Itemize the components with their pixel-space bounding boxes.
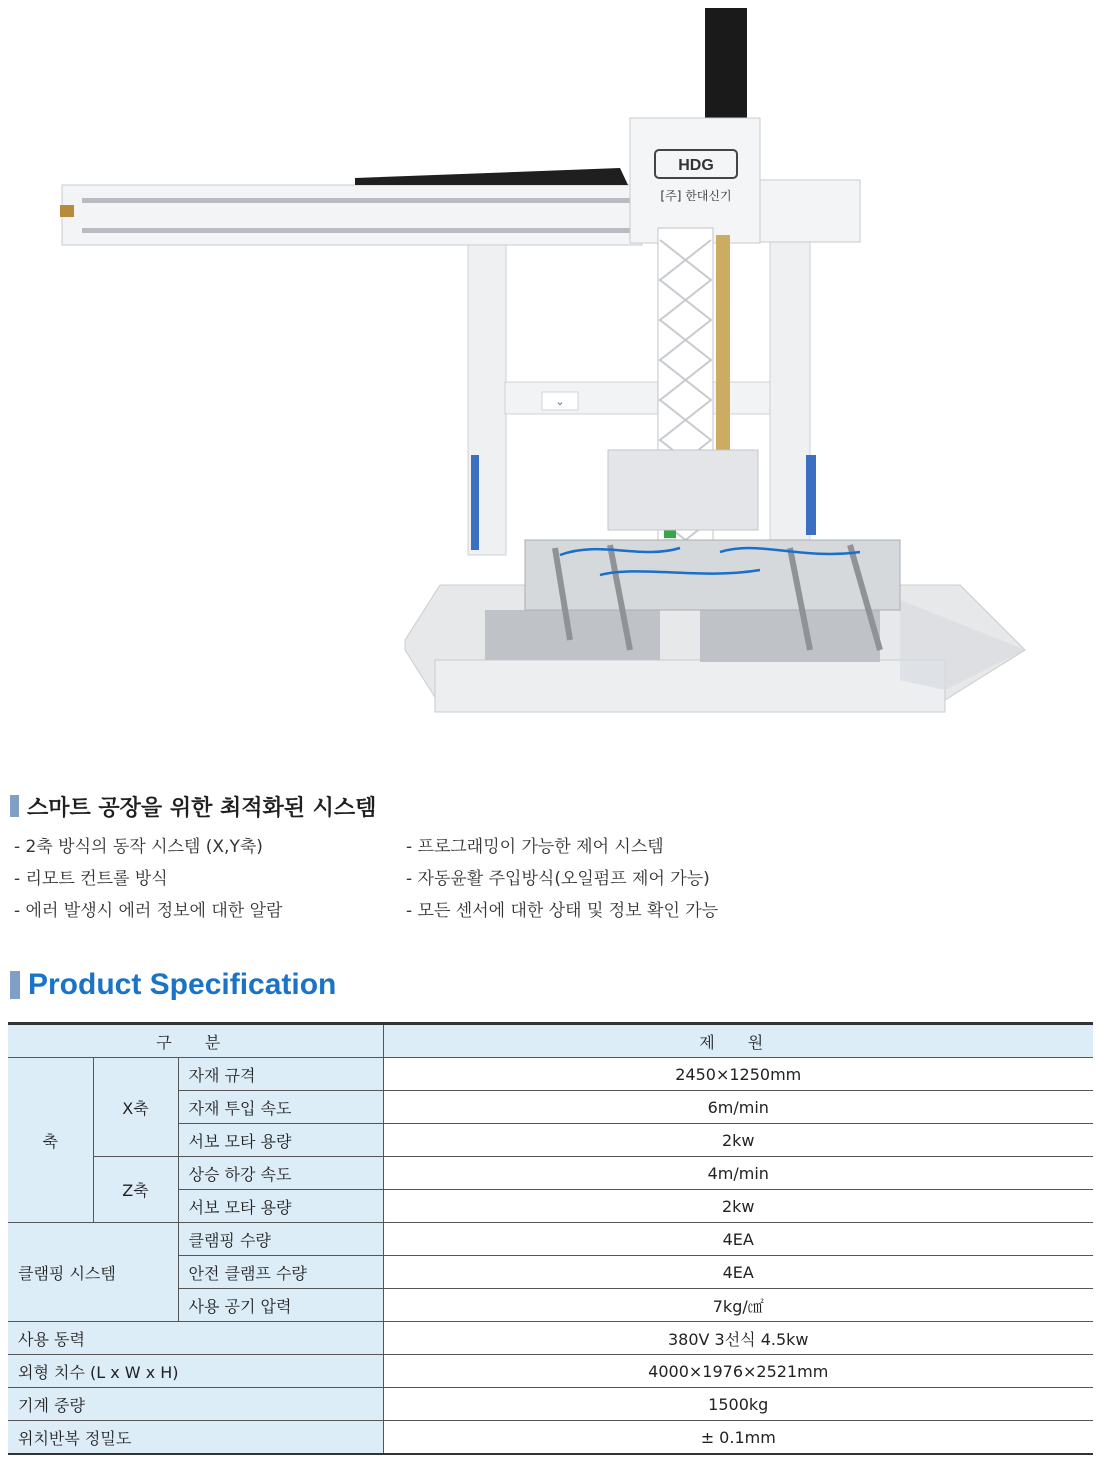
feature-item: - 에러 발생시 에러 정보에 대한 알람 <box>14 901 283 921</box>
row-value: 2kw <box>383 1124 1093 1157</box>
x-axis-beam <box>62 185 642 245</box>
x-rail-top <box>82 198 642 203</box>
machine-base-front <box>435 660 945 712</box>
row-value: 1500kg <box>383 1388 1093 1421</box>
features-section <box>10 790 1090 928</box>
hdg-logo: HDG <box>678 157 714 174</box>
section-bar-icon <box>10 795 19 817</box>
row-value: 4EA <box>383 1256 1093 1289</box>
table-row <box>8 1421 1093 1455</box>
table-header-row <box>8 1024 1093 1058</box>
feature-item: - 2축 방식의 동작 시스템 (X,Y축) <box>14 837 263 857</box>
carriage-head <box>630 118 760 243</box>
clamp-group-label: 클램핑 시스템 <box>8 1223 178 1322</box>
feature-item: - 자동윤활 주입방식(오일펌프 제어 가능) <box>406 869 710 889</box>
feature-item: - 모든 센서에 대한 상태 및 정보 확인 가능 <box>406 901 719 921</box>
row-value: 380V 3선식 4.5kw <box>383 1322 1093 1355</box>
z-axis-label: Z축 <box>93 1157 178 1223</box>
spec-title: Product Specification <box>28 968 337 1001</box>
section-bar-icon <box>10 971 20 999</box>
header-category: 구 분 <box>8 1024 383 1058</box>
row-label: 서보 모타 용량 <box>178 1190 383 1223</box>
right-column <box>770 235 810 555</box>
axis-group-label: 축 <box>8 1058 93 1223</box>
beam-end-cap <box>60 205 74 217</box>
row-label: 기계 중량 <box>8 1388 383 1421</box>
header-value: 제 원 <box>383 1024 1093 1058</box>
features-heading <box>10 790 1090 822</box>
feature-item: - 리모트 컨트롤 방식 <box>14 869 168 889</box>
row-label: 자재 투입 속도 <box>178 1091 383 1124</box>
vertical-cable-chain <box>705 8 747 118</box>
row-label: 외형 치수 (L x W x H) <box>8 1355 383 1388</box>
row-value: ± 0.1mm <box>383 1421 1093 1455</box>
control-cabinet <box>608 450 758 530</box>
spec-heading <box>10 968 336 1002</box>
row-label: 클램핑 수량 <box>178 1223 383 1256</box>
row-label: 자재 규격 <box>178 1058 383 1091</box>
right-column-light <box>806 455 816 535</box>
work-pit-right <box>700 610 880 662</box>
work-pit-left <box>485 610 660 660</box>
table-row <box>8 1355 1093 1388</box>
table-row <box>8 1058 1093 1091</box>
row-label: 서보 모타 용량 <box>178 1124 383 1157</box>
row-label: 상승 하강 속도 <box>178 1157 383 1190</box>
row-value: 4EA <box>383 1223 1093 1256</box>
table-row <box>8 1322 1093 1355</box>
features-title: 스마트 공장을 위한 최적화된 시스템 <box>27 795 377 821</box>
row-label: 위치반복 정밀도 <box>8 1421 383 1455</box>
signal-green <box>664 530 676 538</box>
table-row <box>8 1388 1093 1421</box>
feature-item: - 프로그래밍이 가능한 제어 시스템 <box>406 837 664 857</box>
x-rail-bottom <box>82 228 642 233</box>
row-value: 4000×1976×2521mm <box>383 1355 1093 1388</box>
brand-label: [주] 한대신기 <box>660 189 732 203</box>
left-column-light <box>471 455 479 550</box>
row-value: 2450×1250mm <box>383 1058 1093 1091</box>
row-value: 4m/min <box>383 1157 1093 1190</box>
row-value: 7kg/㎠ <box>383 1289 1093 1322</box>
row-value: 2kw <box>383 1190 1093 1223</box>
table-row <box>8 1223 1093 1256</box>
spec-table <box>8 1022 1093 1455</box>
row-label: 사용 공기 압력 <box>178 1289 383 1322</box>
row-label: 안전 클램프 수량 <box>178 1256 383 1289</box>
row-value: 6m/min <box>383 1091 1093 1124</box>
features-list <box>10 828 1090 928</box>
cable-chain <box>355 168 628 185</box>
x-axis-label: X축 <box>93 1058 178 1157</box>
table-row <box>8 1157 1093 1190</box>
row-label: 사용 동력 <box>8 1322 383 1355</box>
svg-text:⌄: ⌄ <box>555 395 565 408</box>
